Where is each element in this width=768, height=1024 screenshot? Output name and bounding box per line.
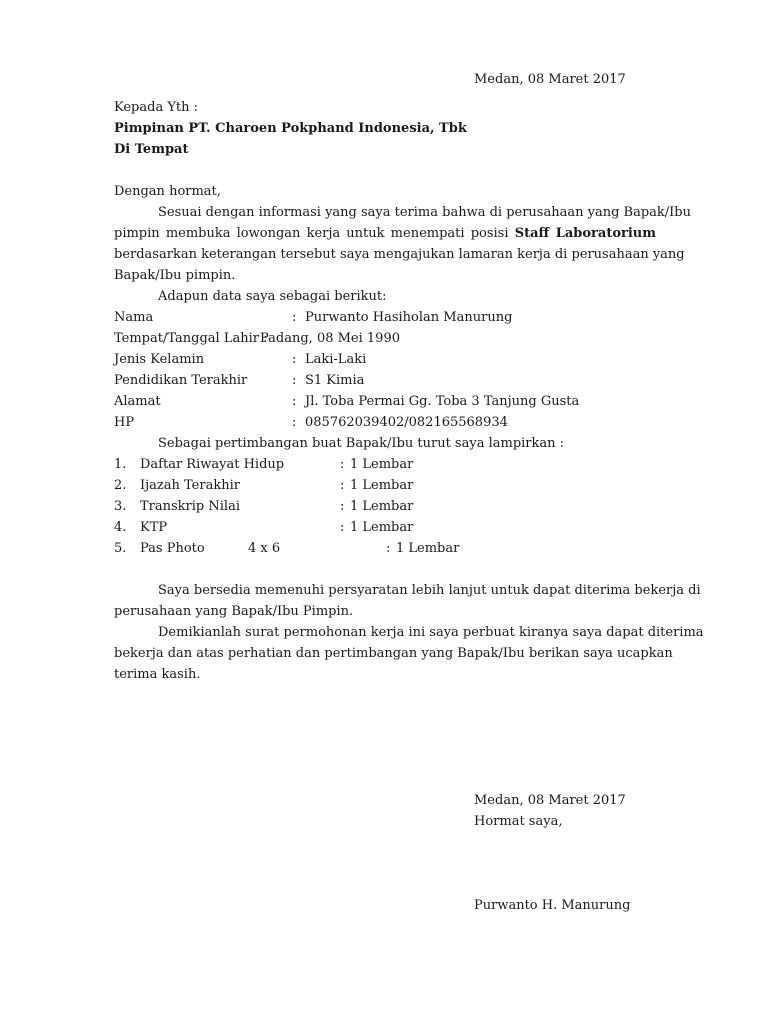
closing2-line-3: terima kasih. <box>114 667 201 682</box>
personal-value: Laki-Laki <box>305 352 367 367</box>
data-intro: Adapun data saya sebagai berikut: <box>158 289 387 304</box>
attachment-sep: : <box>340 478 345 493</box>
recipient-to: Kepada Yth : <box>114 100 199 115</box>
attachment-qty: 1 Lembar <box>396 541 460 556</box>
personal-value: Purwanto Hasiholan Manurung <box>305 310 513 325</box>
personal-sep: : <box>292 310 297 325</box>
attachment-qty: 1 Lembar <box>350 457 414 472</box>
personal-value: S1 Kimia <box>305 373 365 388</box>
attachment-extra: 4 x 6 <box>248 541 281 556</box>
attachment-item: Ijazah Terakhir <box>140 478 240 493</box>
greeting: Dengan hormat, <box>114 184 221 199</box>
attachment-num: 3. <box>114 499 127 514</box>
personal-label: Tempat/Tanggal Lahir : <box>114 331 268 346</box>
signature-regards: Hormat saya, <box>474 814 563 829</box>
position-name: Staff Laboratorium <box>514 226 656 241</box>
personal-label: Jenis Kelamin <box>114 352 205 367</box>
closing2-line-2: bekerja dan atas perhatian dan pertimbangan yang Bapak/Ibu berikan saya ucapkan <box>114 646 673 661</box>
personal-sep: : <box>292 415 297 430</box>
closing2-line-1: Demikianlah surat permohonan kerja ini saya perbuat kiranya saya dapat diterima <box>158 625 704 640</box>
closing1-line-1: Saya bersedia memenuhi persyaratan lebih lanjut untuk dapat diterima bekerja di <box>158 583 701 598</box>
attachment-item: Transkrip Nilai <box>140 499 240 514</box>
personal-label: HP <box>114 415 135 430</box>
personal-sep: : <box>292 394 297 409</box>
attachment-item: KTP <box>140 520 168 535</box>
personal-label: Alamat <box>114 394 161 409</box>
personal-value: 085762039402/082165568934 <box>305 415 508 430</box>
recipient-company: Pimpinan PT. Charoen Pokphand Indonesia, Tbk <box>114 121 467 136</box>
attachment-item: Daftar Riwayat Hidup <box>140 457 285 472</box>
signature-name: Purwanto H. Manurung <box>474 898 631 913</box>
intro-line-2-text: pimpin membuka lowongan kerja untuk menempati posisi <box>114 226 509 241</box>
personal-label: Pendidikan Terakhir <box>114 373 248 388</box>
attachment-sep: : <box>340 520 345 535</box>
signature-place-date: Medan, 08 Maret 2017 <box>474 793 626 808</box>
personal-sep: : <box>292 352 297 367</box>
attachment-sep: : <box>340 457 345 472</box>
recipient-place: Di Tempat <box>114 142 189 157</box>
attachment-item: Pas Photo <box>140 541 205 556</box>
intro-line-2 <box>114 226 656 242</box>
header-place-date: Medan, 08 Maret 2017 <box>474 72 626 87</box>
intro-line-1: Sesuai dengan informasi yang saya terima bahwa di perusahaan yang Bapak/Ibu <box>158 205 691 220</box>
attachment-qty: 1 Lembar <box>350 520 414 535</box>
personal-sep: : <box>292 373 297 388</box>
intro-line-4: Bapak/Ibu pimpin. <box>114 268 236 283</box>
intro-line-3: berdasarkan keterangan tersebut saya mengajukan lamaran kerja di perusahaan yang <box>114 247 685 262</box>
attachment-sep: : <box>386 541 391 556</box>
attachment-qty: 1 Lembar <box>350 499 414 514</box>
attachment-qty: 1 Lembar <box>350 478 414 493</box>
attachment-num: 4. <box>114 520 127 535</box>
personal-value: Jl. Toba Permai Gg. Toba 3 Tanjung Gusta <box>305 394 580 409</box>
personal-value: Padang, 08 Mei 1990 <box>260 331 400 346</box>
attachment-num: 5. <box>114 541 127 556</box>
attachment-sep: : <box>340 499 345 514</box>
personal-label: Nama <box>114 310 154 325</box>
attach-intro: Sebagai pertimbangan buat Bapak/Ibu turut saya lampirkan : <box>158 436 565 451</box>
attachment-num: 2. <box>114 478 127 493</box>
closing1-line-2: perusahaan yang Bapak/Ibu Pimpin. <box>114 604 354 619</box>
attachment-num: 1. <box>114 457 127 472</box>
